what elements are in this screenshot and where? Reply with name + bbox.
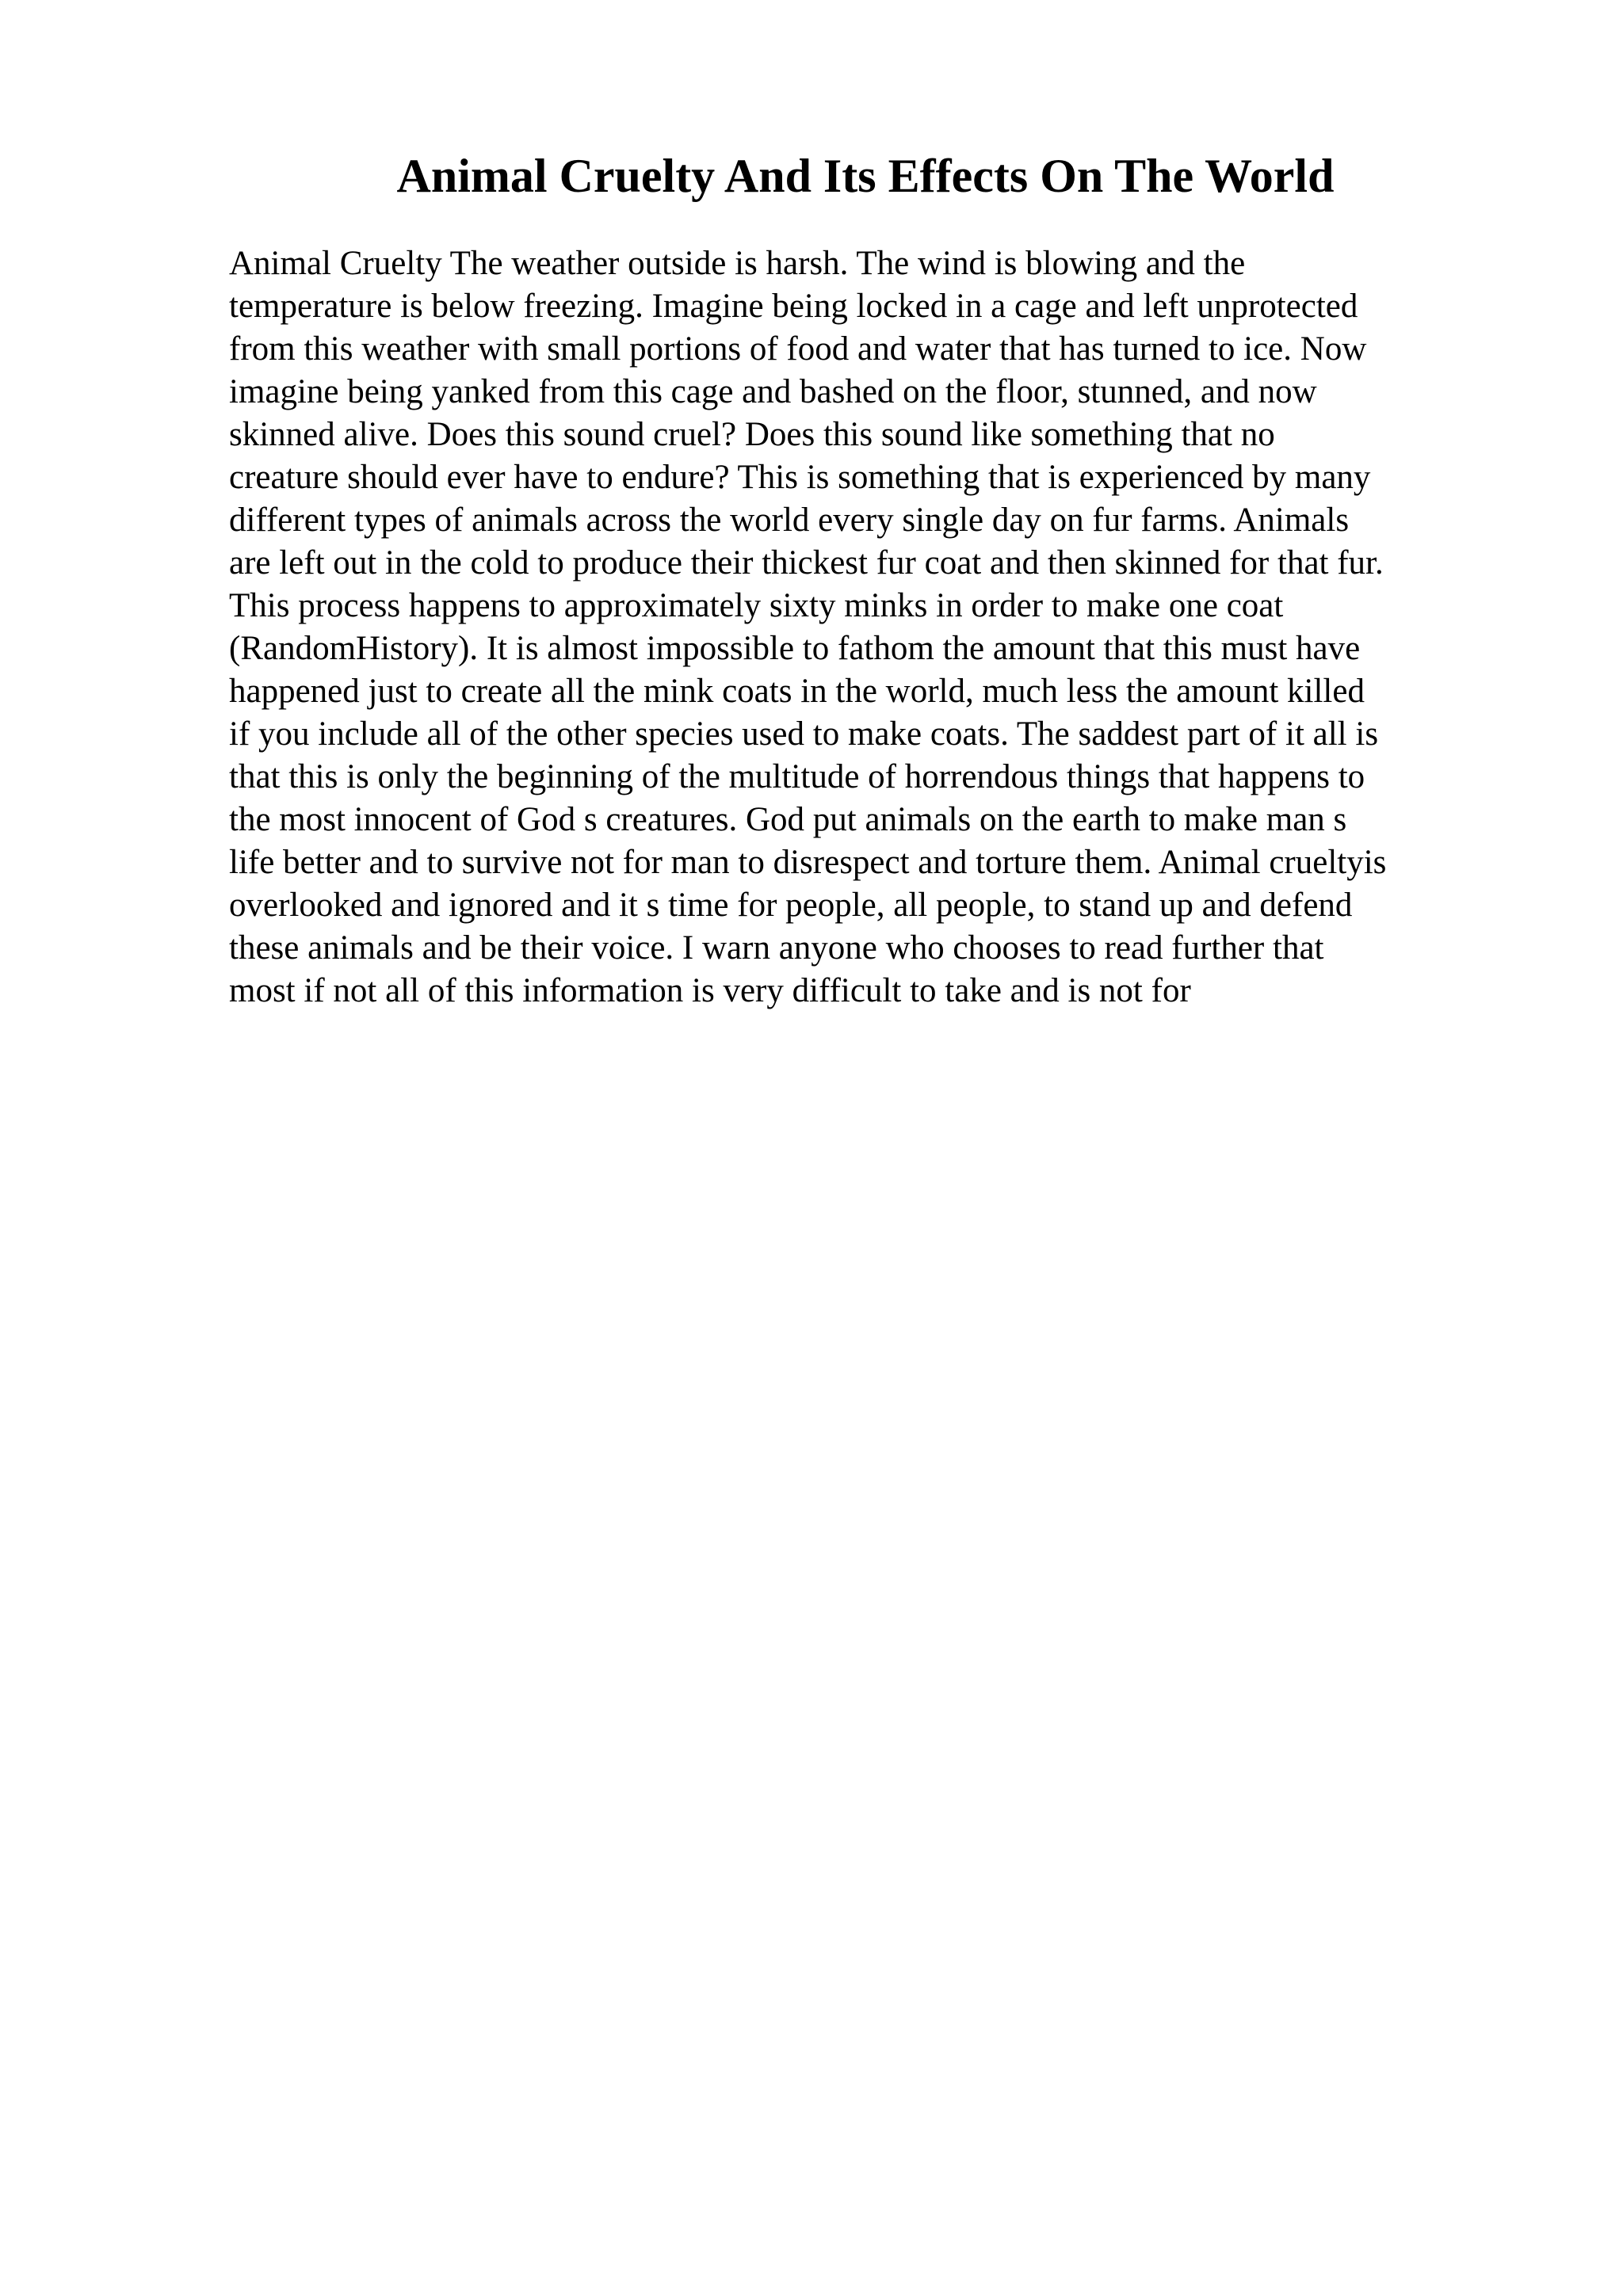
body-line: creature should ever have to endure? This is something that is experienced by many bbox=[229, 459, 1371, 496]
body-line: skinned alive. Does this sound cruel? Does this sound like something that no bbox=[229, 416, 1275, 453]
body-line: Animal Cruelty The weather outside is harsh. The wind is blowing and the bbox=[229, 245, 1246, 282]
body-line: that this is only the beginning of the multitude of horrendous things that happens to bbox=[229, 758, 1365, 795]
body-line: the most innocent of God s creatures. God put animals on the earth to make man s bbox=[229, 801, 1347, 838]
document-body bbox=[229, 242, 1513, 1013]
body-line: from this weather with small portions of food and water that has turned to ice. Now bbox=[229, 330, 1367, 368]
document-title: Animal Cruelty And Its Effects On The World bbox=[396, 150, 1335, 202]
body-line: these animals and be their voice. I warn anyone who chooses to read further that bbox=[229, 929, 1324, 967]
body-line: if you include all of the other species used to make coats. The saddest part of it all is bbox=[229, 715, 1379, 753]
body-line: overlooked and ignored and it s time for people, all people, to stand up and defend bbox=[229, 887, 1353, 924]
body-line: life better and to survive not for man to disrespect and torture them. Animal crueltyis bbox=[229, 844, 1387, 881]
body-line: most if not all of this information is very difficult to take and is not for bbox=[229, 972, 1191, 1009]
body-line: (RandomHistory). It is almost impossible to fathom the amount that this must have bbox=[229, 630, 1361, 667]
body-line: This process happens to approximately sixty minks in order to make one coat bbox=[229, 587, 1284, 624]
body-line: are left out in the cold to produce their thickest fur coat and then skinned for that fur. bbox=[229, 544, 1384, 582]
body-line: happened just to create all the mink coats in the world, much less the amount killed bbox=[229, 673, 1365, 710]
body-line: temperature is below freezing. Imagine being locked in a cage and left unprotected bbox=[229, 288, 1358, 325]
body-line: imagine being yanked from this cage and bashed on the floor, stunned, and now bbox=[229, 373, 1317, 410]
body-line: different types of animals across the world every single day on fur farms. Animals bbox=[229, 502, 1350, 539]
